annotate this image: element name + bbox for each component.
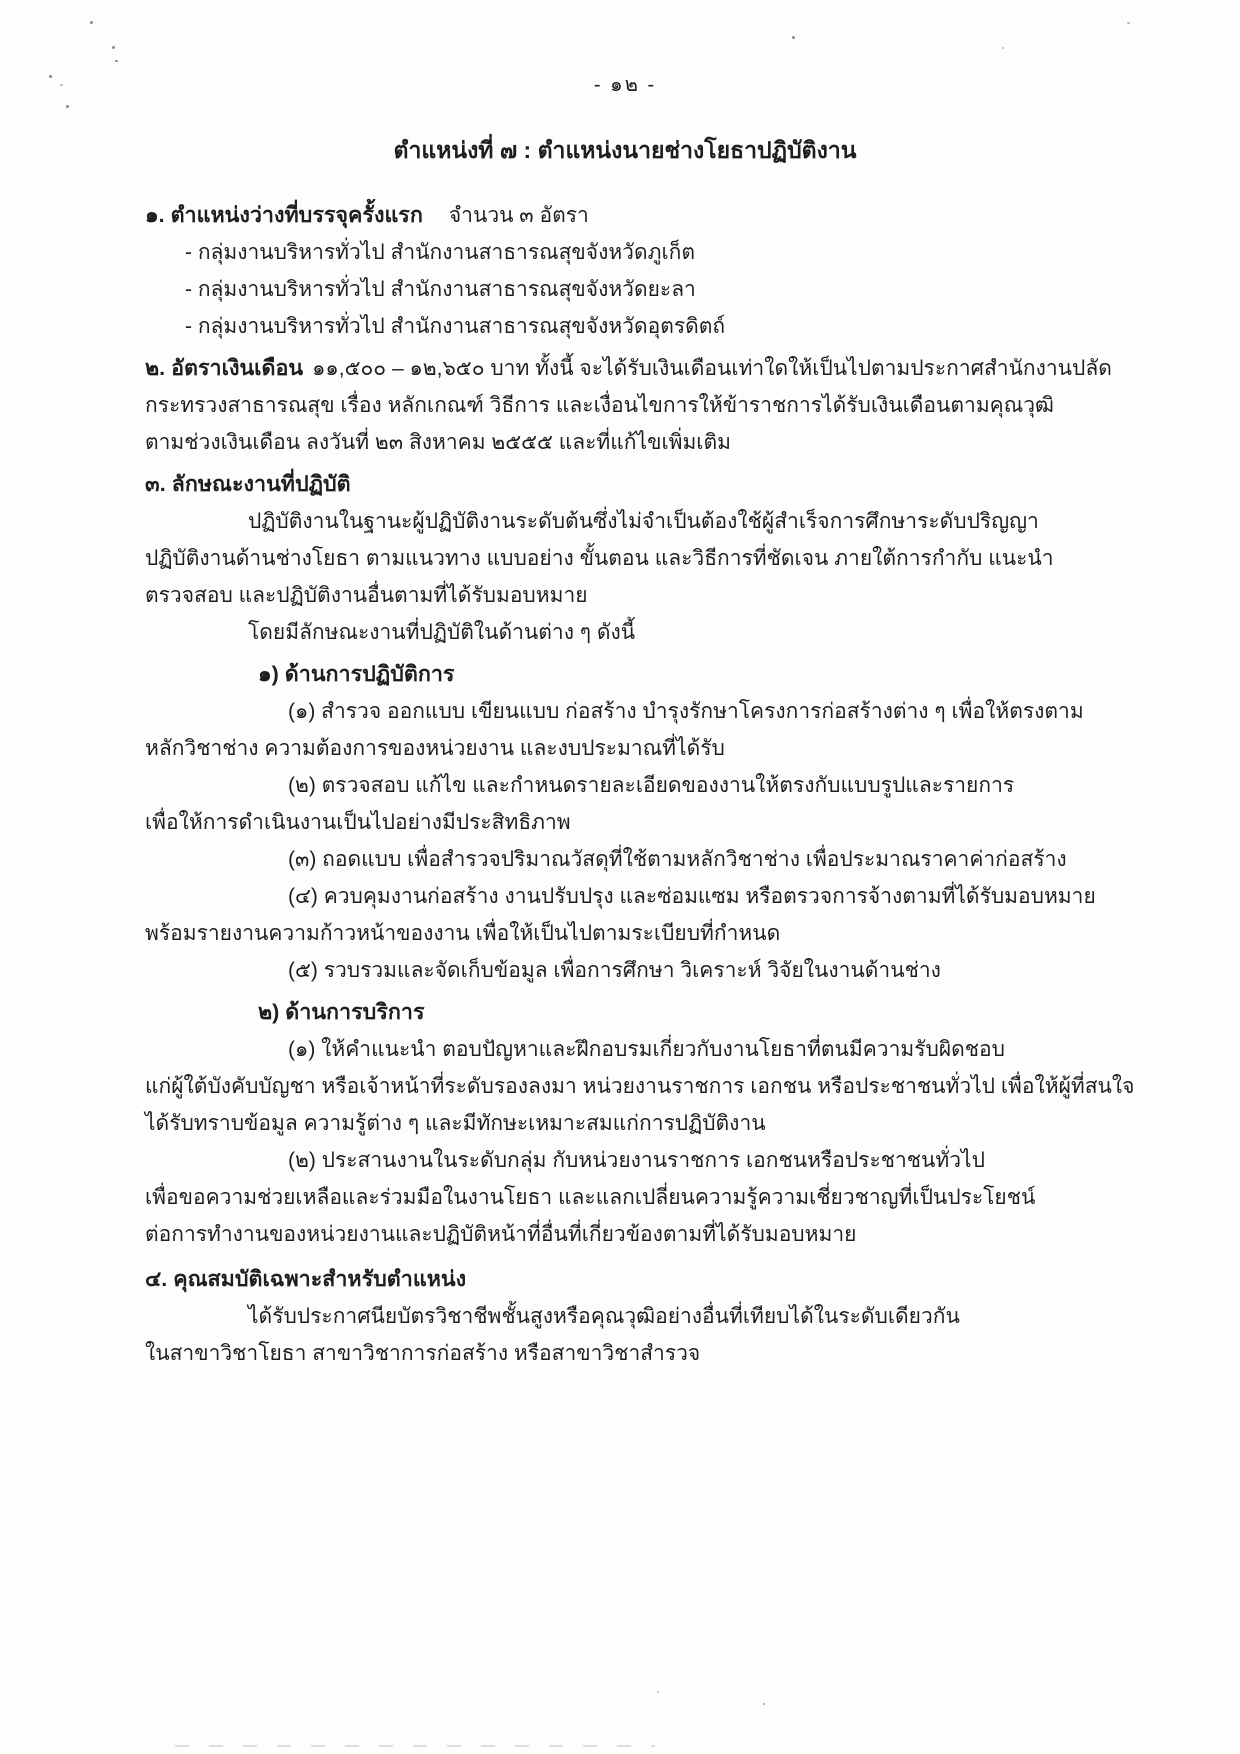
page-number: - ๑๒ - [593, 74, 657, 96]
service-item-cont: ต่อการทำงานของหน่วยงานและปฏิบัติหน้าที่อื่นที่เกี่ยวข้องตามที่ได้รับมอบหมาย [145, 1223, 857, 1246]
section1-heading: ๑. ตำแหน่งว่างที่บรรจุครั้งแรก [145, 203, 423, 227]
scan-speckle [1002, 47, 1004, 49]
service-item-cont: ได้รับทราบข้อมูล ความรู้ต่าง ๆ และมีทักษะเหมาะสมแก่การปฏิบัติงาน [145, 1112, 766, 1135]
section2-heading: ๒. อัตราเงินเดือน [145, 356, 304, 380]
section2-heading-line [145, 350, 1112, 387]
scan-speckle [792, 36, 795, 39]
service-item-cont: แก่ผู้ใต้บังคับบัญชา หรือเจ้าหน้าที่ระดับรองลงมา หน่วยงานราชการ เอกชน หรือประชาชนทั่วไป เพื่อให้ผู้ที่สนใจ [145, 1075, 1135, 1098]
service-item: (๒) ประสานงานในระดับกลุ่ม กับหน่วยงานราชการ เอกชนหรือประชาชนทั่วไป [288, 1149, 985, 1172]
operations-subheading: ๑) ด้านการปฏิบัติการ [258, 662, 455, 686]
section3-intro-line: ตรวจสอบ และปฏิบัติงานอื่นตามที่ได้รับมอบหมาย [145, 584, 588, 607]
service-item-cont: เพื่อขอความช่วยเหลือและร่วมมือในงานโยธา และแลกเปลี่ยนความรู้ความเชี่ยวชาญที่เป็นประโยชน์ [145, 1186, 1036, 1209]
operations-item: (๑) สำรวจ ออกแบบ เขียนแบบ ก่อสร้าง บำรุงรักษาโครงการก่อสร้างต่าง ๆ เพื่อให้ตรงตาม [288, 700, 1084, 723]
section2-body-line: กระทรวงสาธารณสุข เรื่อง หลักเกณฑ์ วิธีการ และเงื่อนไขการให้ข้าราชการได้รับเงินเดือนตามคุณวุฒิ [145, 394, 1054, 417]
section2-body-line: ตามช่วงเงินเดือน ลงวันที่ ๒๓ สิงหาคม ๒๕๕๕ และที่แก้ไขเพิ่มเติม [145, 431, 731, 454]
scan-speckle [90, 21, 93, 24]
scan-speckle [115, 60, 118, 62]
service-item: (๑) ให้คำแนะนำ ตอบปัญหาและฝึกอบรมเกี่ยวกับงานโยธาที่ตนมีความรับผิดชอบ [288, 1038, 1005, 1061]
scan-smudge-line [175, 1745, 655, 1747]
operations-item-cont: พร้อมรายงานความก้าวหน้าของงาน เพื่อให้เป็นไปตามระเบียบที่กำหนด [145, 922, 781, 945]
scan-speckle [60, 84, 63, 86]
scan-speckle [763, 1703, 765, 1705]
section3-lead-line: โดยมีลักษณะงานที่ปฏิบัติในด้านต่าง ๆ ดังนี้ [248, 621, 636, 644]
vacancy-item: - กลุ่มงานบริหารทั่วไป สำนักงานสาธารณสุขจังหวัดภูเก็ต [185, 241, 695, 264]
operations-item-cont: เพื่อให้การดำเนินงานเป็นไปอย่างมีประสิทธิภาพ [145, 811, 571, 834]
vacancy-item: - กลุ่มงานบริหารทั่วไป สำนักงานสาธารณสุขจังหวัดอุตรดิตถ์ [185, 315, 726, 338]
section3-intro-line: ปฏิบัติงานในฐานะผู้ปฏิบัติงานระดับต้นซึ่งไม่จำเป็นต้องใช้ผู้สำเร็จการศึกษาระดับปริญญา [248, 510, 1039, 533]
scan-speckle [112, 46, 115, 49]
section3-intro-line: ปฏิบัติงานด้านช่างโยธา ตามแนวทาง แบบอย่าง ขั้นตอน และวิธีการที่ชัดเจน ภายใต้การกำกับ แนะนำ [145, 547, 1054, 570]
operations-item: (๓) ถอดแบบ เพื่อสำรวจปริมาณวัสดุที่ใช้ตามหลักวิชาช่าง เพื่อประมาณราคาค่าก่อสร้าง [288, 848, 1067, 871]
section1-heading-detail: จำนวน ๓ อัตรา [448, 204, 589, 227]
document-title: ตำแหน่งที่ ๗ : ตำแหน่งนายช่างโยธาปฏิบัติงาน [393, 137, 857, 163]
operations-item: (๒) ตรวจสอบ แก้ไข และกำหนดรายละเอียดของงานให้ตรงกับแบบรูปและรายการ [288, 774, 1015, 797]
operations-item: (๕) รวบรวมและจัดเก็บข้อมูล เพื่อการศึกษา วิเคราะห์ วิจัยในงานด้านช่าง [288, 959, 941, 982]
scan-speckle [49, 75, 52, 78]
section4-body-line: ได้รับประกาศนียบัตรวิชาชีพชั้นสูงหรือคุณวุฒิอย่างอื่นที่เทียบได้ในระดับเดียวกัน [248, 1305, 960, 1328]
section4-body-line: ในสาขาวิชาโยธา สาขาวิชาการก่อสร้าง หรือสาขาวิชาสำรวจ [145, 1342, 701, 1365]
section3-heading: ๓. ลักษณะงานที่ปฏิบัติ [145, 472, 351, 496]
operations-item-cont: หลักวิชาช่าง ความต้องการของหน่วยงาน และงบประมาณที่ได้รับ [145, 737, 725, 760]
vacancy-item: - กลุ่มงานบริหารทั่วไป สำนักงานสาธารณสุขจังหวัดยะลา [185, 278, 696, 301]
scan-speckle [66, 105, 69, 108]
section1-heading-line [145, 197, 1105, 234]
scan-speckle [1127, 22, 1130, 24]
operations-item: (๔) ควบคุมงานก่อสร้าง งานปรับปรุง และซ่อมแซม หรือตรวจการจ้างตามที่ได้รับมอบหมาย [288, 885, 1096, 908]
service-subheading: ๒) ด้านการบริการ [258, 1000, 425, 1024]
scan-speckle [657, 1691, 659, 1693]
section4-heading: ๔. คุณสมบัติเฉพาะสำหรับตำแหน่ง [145, 1267, 467, 1291]
salary-range-text: ๑๑,๕๐๐ – ๑๒,๖๕๐ บาท ทั้งนี้ จะได้รับเงินเดือนเท่าใดให้เป็นไปตามประกาศสำนักงานปลัด [312, 357, 1112, 380]
